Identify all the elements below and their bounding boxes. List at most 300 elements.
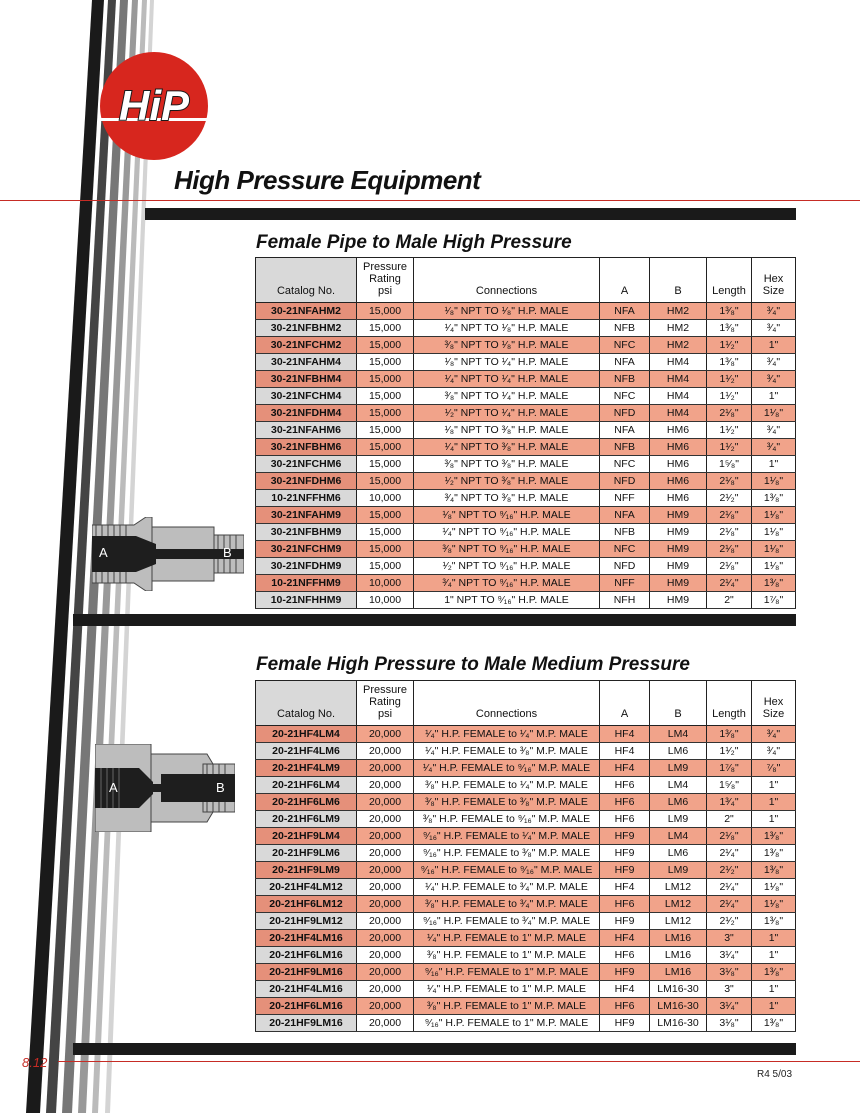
a-cell: HF9: [600, 964, 650, 981]
b-cell: LM9: [650, 760, 707, 777]
pressure-cell: 15,000: [357, 371, 414, 388]
fitting-1-label-b: B: [223, 545, 232, 560]
pressure-cell: 20,000: [357, 760, 414, 777]
pressure-cell: 20,000: [357, 947, 414, 964]
length-cell: 1³⁄₈": [707, 303, 752, 320]
connection-cell: ¹⁄₄" H.P. FEMALE to ³⁄₄" M.P. MALE: [414, 879, 600, 896]
pressure-cell: 20,000: [357, 743, 414, 760]
a-cell: HF4: [600, 743, 650, 760]
catalog-cell: 20-21HF4LM16: [256, 981, 357, 998]
connection-cell: ¹⁄₈" NPT TO ¹⁄₄" H.P. MALE: [414, 354, 600, 371]
b-cell: HM6: [650, 490, 707, 507]
length-cell: 2¹⁄₂": [707, 913, 752, 930]
table-row: [256, 405, 796, 422]
length-cell: 1³⁄₈": [707, 320, 752, 337]
hex-cell: 1": [752, 456, 796, 473]
pressure-cell: 20,000: [357, 981, 414, 998]
a-cell: HF9: [600, 913, 650, 930]
fitting-2-label-a: A: [109, 780, 118, 795]
table-row: [256, 811, 796, 828]
table-row: [256, 456, 796, 473]
length-cell: 1³⁄₈": [707, 354, 752, 371]
connection-cell: ¹⁄₄" NPT TO ¹⁄₄" H.P. MALE: [414, 371, 600, 388]
b-cell: LM16: [650, 930, 707, 947]
b-cell: HM2: [650, 337, 707, 354]
table-row: [256, 592, 796, 609]
pressure-cell: 10,000: [357, 575, 414, 592]
length-cell: 2¹⁄₈": [707, 558, 752, 575]
catalog-cell: 20-21HF6LM9: [256, 811, 357, 828]
b-cell: HM9: [650, 592, 707, 609]
table-row: [256, 913, 796, 930]
catalog-cell: 20-21HF4LM6: [256, 743, 357, 760]
connection-cell: ¹⁄₄" H.P. FEMALE to 1" M.P. MALE: [414, 981, 600, 998]
catalog-cell: 30-21NFBHM4: [256, 371, 357, 388]
table-row: [256, 794, 796, 811]
connection-cell: ⁹⁄₁₆" H.P. FEMALE to 1" M.P. MALE: [414, 1015, 600, 1032]
length-cell: 1¹⁄₂": [707, 388, 752, 405]
a-cell: HF6: [600, 947, 650, 964]
catalog-cell: 30-21NFCHM2: [256, 337, 357, 354]
pressure-cell: 15,000: [357, 388, 414, 405]
fitting-1-label-a: A: [99, 545, 108, 560]
hex-cell: 1³⁄₈": [752, 913, 796, 930]
pressure-cell: 20,000: [357, 794, 414, 811]
hex-cell: 1¹⁄₈": [752, 879, 796, 896]
b-cell: LM4: [650, 726, 707, 743]
hex-cell: 1": [752, 337, 796, 354]
hex-cell: 1": [752, 930, 796, 947]
section1-table: [255, 257, 796, 609]
length-cell: 3¹⁄₄": [707, 947, 752, 964]
length-cell: 1³⁄₈": [707, 726, 752, 743]
a-cell: NFB: [600, 320, 650, 337]
hex-cell: 1³⁄₈": [752, 845, 796, 862]
pressure-cell: 15,000: [357, 422, 414, 439]
length-cell: 3¹⁄₄": [707, 998, 752, 1015]
col-connections: Connections: [414, 681, 600, 726]
connection-cell: ³⁄₈" H.P. FEMALE to ³⁄₈" M.P. MALE: [414, 794, 600, 811]
col-hex: Hex Size: [752, 681, 796, 726]
b-cell: HM6: [650, 456, 707, 473]
col-length: Length: [707, 681, 752, 726]
length-cell: 2¹⁄₄": [707, 879, 752, 896]
connection-cell: ¹⁄₄" NPT TO ⁹⁄₁₆" H.P. MALE: [414, 524, 600, 541]
length-cell: 1¹⁄₂": [707, 439, 752, 456]
catalog-cell: 30-21NFCHM4: [256, 388, 357, 405]
table-row: [256, 558, 796, 575]
pressure-cell: 10,000: [357, 490, 414, 507]
connection-cell: ¹⁄₈" NPT TO ⁹⁄₁₆" H.P. MALE: [414, 507, 600, 524]
hex-cell: 1¹⁄₈": [752, 896, 796, 913]
connection-cell: ¹⁄₄" NPT TO ¹⁄₈" H.P. MALE: [414, 320, 600, 337]
pressure-cell: 15,000: [357, 354, 414, 371]
hex-cell: 1³⁄₈": [752, 828, 796, 845]
catalog-cell: 20-21HF6LM4: [256, 777, 357, 794]
hex-cell: 1⁷⁄₈": [752, 592, 796, 609]
connection-cell: ³⁄₈" H.P. FEMALE to 1" M.P. MALE: [414, 947, 600, 964]
pressure-cell: 15,000: [357, 456, 414, 473]
length-cell: 1¹⁄₂": [707, 422, 752, 439]
footer-rule: [58, 1061, 860, 1062]
pressure-cell: 15,000: [357, 507, 414, 524]
hex-cell: 1³⁄₈": [752, 575, 796, 592]
length-cell: 1¹⁄₂": [707, 371, 752, 388]
pressure-cell: 20,000: [357, 811, 414, 828]
hex-cell: 1³⁄₈": [752, 1015, 796, 1032]
table-row: [256, 371, 796, 388]
length-cell: 1⁷⁄₈": [707, 760, 752, 777]
table-row: [256, 507, 796, 524]
b-cell: LM9: [650, 862, 707, 879]
a-cell: HF4: [600, 726, 650, 743]
catalog-cell: 10-21NFHHM9: [256, 592, 357, 609]
length-cell: 3": [707, 981, 752, 998]
table-row: [256, 964, 796, 981]
a-cell: NFA: [600, 422, 650, 439]
length-cell: 2": [707, 811, 752, 828]
length-cell: 2¹⁄₈": [707, 473, 752, 490]
a-cell: NFD: [600, 558, 650, 575]
length-cell: 1³⁄₄": [707, 794, 752, 811]
b-cell: HM2: [650, 303, 707, 320]
hex-cell: ³⁄₄": [752, 422, 796, 439]
hex-cell: ³⁄₄": [752, 303, 796, 320]
catalog-cell: 30-21NFAHM9: [256, 507, 357, 524]
b-cell: HM9: [650, 575, 707, 592]
pressure-cell: 20,000: [357, 998, 414, 1015]
connection-cell: ¹⁄₄" H.P. FEMALE to 1" M.P. MALE: [414, 930, 600, 947]
hex-cell: ³⁄₄": [752, 743, 796, 760]
length-cell: 1⁵⁄₈": [707, 456, 752, 473]
pressure-cell: 20,000: [357, 862, 414, 879]
a-cell: NFF: [600, 490, 650, 507]
length-cell: 2¹⁄₂": [707, 490, 752, 507]
catalog-cell: 30-21NFDHM9: [256, 558, 357, 575]
catalog-cell: 20-21HF9LM16: [256, 964, 357, 981]
b-cell: LM6: [650, 845, 707, 862]
pressure-cell: 15,000: [357, 337, 414, 354]
b-cell: HM4: [650, 405, 707, 422]
a-cell: HF9: [600, 862, 650, 879]
connection-cell: ¹⁄₄" H.P. FEMALE to ¹⁄₄" M.P. MALE: [414, 726, 600, 743]
catalog-cell: 20-21HF6LM6: [256, 794, 357, 811]
table-row: [256, 930, 796, 947]
a-cell: HF9: [600, 845, 650, 862]
connection-cell: ¹⁄₄" NPT TO ³⁄₈" H.P. MALE: [414, 439, 600, 456]
hex-cell: 1": [752, 947, 796, 964]
a-cell: NFB: [600, 371, 650, 388]
b-cell: LM16: [650, 964, 707, 981]
footer-bar: [73, 1043, 796, 1055]
hex-cell: 1¹⁄₈": [752, 473, 796, 490]
a-cell: NFB: [600, 439, 650, 456]
length-cell: 3¹⁄₈": [707, 964, 752, 981]
pressure-cell: 20,000: [357, 879, 414, 896]
b-cell: LM16-30: [650, 998, 707, 1015]
pressure-cell: 20,000: [357, 828, 414, 845]
a-cell: HF4: [600, 879, 650, 896]
b-cell: LM12: [650, 896, 707, 913]
connection-cell: ³⁄₄" NPT TO ³⁄₈" H.P. MALE: [414, 490, 600, 507]
connection-cell: ⁹⁄₁₆" H.P. FEMALE to ³⁄₈" M.P. MALE: [414, 845, 600, 862]
hex-cell: 1": [752, 794, 796, 811]
col-b: B: [650, 258, 707, 303]
a-cell: HF4: [600, 760, 650, 777]
connection-cell: ¹⁄₈" NPT TO ³⁄₈" H.P. MALE: [414, 422, 600, 439]
pressure-cell: 20,000: [357, 930, 414, 947]
a-cell: HF6: [600, 777, 650, 794]
a-cell: NFB: [600, 524, 650, 541]
a-cell: HF9: [600, 828, 650, 845]
catalog-cell: 20-21HF4LM9: [256, 760, 357, 777]
page-number: 8.12: [22, 1055, 48, 1070]
hex-cell: ³⁄₄": [752, 439, 796, 456]
connection-cell: ³⁄₈" NPT TO ⁹⁄₁₆" H.P. MALE: [414, 541, 600, 558]
connection-cell: ¹⁄₂" NPT TO ¹⁄₄" H.P. MALE: [414, 405, 600, 422]
col-hex: Hex Size: [752, 258, 796, 303]
connection-cell: ³⁄₈" H.P. FEMALE to ³⁄₄" M.P. MALE: [414, 896, 600, 913]
b-cell: HM2: [650, 320, 707, 337]
a-cell: NFC: [600, 388, 650, 405]
length-cell: 2¹⁄₂": [707, 862, 752, 879]
catalog-cell: 30-21NFDHM6: [256, 473, 357, 490]
hex-cell: ³⁄₄": [752, 320, 796, 337]
table-row: [256, 743, 796, 760]
a-cell: HF4: [600, 930, 650, 947]
header-bar: [145, 208, 796, 220]
catalog-cell: 30-21NFAHM6: [256, 422, 357, 439]
table-row: [256, 439, 796, 456]
length-cell: 2¹⁄₈": [707, 405, 752, 422]
catalog-cell: 30-21NFAHM4: [256, 354, 357, 371]
catalog-cell: 30-21NFDHM4: [256, 405, 357, 422]
pressure-cell: 15,000: [357, 320, 414, 337]
length-cell: 2¹⁄₄": [707, 575, 752, 592]
table-row: [256, 490, 796, 507]
connection-cell: ¹⁄₈" NPT TO ¹⁄₈" H.P. MALE: [414, 303, 600, 320]
header-rule: [0, 200, 860, 201]
col-pressure: Pressure Rating psi: [357, 681, 414, 726]
pressure-cell: 15,000: [357, 405, 414, 422]
b-cell: LM16-30: [650, 981, 707, 998]
catalog-cell: 20-21HF9LM12: [256, 913, 357, 930]
b-cell: HM6: [650, 439, 707, 456]
table-row: [256, 947, 796, 964]
fitting-illustration-1: [92, 517, 244, 591]
connection-cell: ⁹⁄₁₆" H.P. FEMALE to ⁹⁄₁₆" M.P. MALE: [414, 862, 600, 879]
pressure-cell: 20,000: [357, 777, 414, 794]
hex-cell: 1³⁄₈": [752, 490, 796, 507]
catalog-cell: 10-21NFFHM9: [256, 575, 357, 592]
pressure-cell: 10,000: [357, 592, 414, 609]
section2-table: [255, 680, 796, 1032]
col-a: A: [600, 258, 650, 303]
connection-cell: ⁹⁄₁₆" H.P. FEMALE to ³⁄₄" M.P. MALE: [414, 913, 600, 930]
a-cell: HF6: [600, 998, 650, 1015]
connection-cell: ³⁄₈" NPT TO ³⁄₈" H.P. MALE: [414, 456, 600, 473]
length-cell: 2¹⁄₈": [707, 828, 752, 845]
pressure-cell: 20,000: [357, 896, 414, 913]
catalog-cell: 10-21NFFHM6: [256, 490, 357, 507]
table-row: [256, 1015, 796, 1032]
a-cell: HF4: [600, 981, 650, 998]
a-cell: NFF: [600, 575, 650, 592]
connection-cell: ³⁄₈" NPT TO ¹⁄₄" H.P. MALE: [414, 388, 600, 405]
a-cell: NFH: [600, 592, 650, 609]
table-row: [256, 303, 796, 320]
b-cell: HM4: [650, 388, 707, 405]
a-cell: NFC: [600, 541, 650, 558]
section2-title: Female High Pressure to Male Medium Pressure: [256, 654, 690, 675]
hex-cell: 1¹⁄₈": [752, 541, 796, 558]
hex-cell: 1¹⁄₈": [752, 524, 796, 541]
hex-cell: ⁷⁄₈": [752, 760, 796, 777]
table-row: [256, 422, 796, 439]
pressure-cell: 15,000: [357, 439, 414, 456]
hex-cell: 1¹⁄₈": [752, 405, 796, 422]
length-cell: 3": [707, 930, 752, 947]
a-cell: HF6: [600, 896, 650, 913]
catalog-cell: 20-21HF4LM16: [256, 930, 357, 947]
table-row: [256, 388, 796, 405]
length-cell: 2": [707, 592, 752, 609]
catalog-cell: 20-21HF4LM12: [256, 879, 357, 896]
table-row: [256, 845, 796, 862]
b-cell: LM12: [650, 879, 707, 896]
col-pressure: Pressure Rating psi: [357, 258, 414, 303]
connection-cell: ¹⁄₂" NPT TO ⁹⁄₁₆" H.P. MALE: [414, 558, 600, 575]
table-row: [256, 777, 796, 794]
col-catalog: Catalog No.: [256, 681, 357, 726]
connection-cell: ³⁄₈" H.P. FEMALE to 1" M.P. MALE: [414, 998, 600, 1015]
revision-code: R4 5/03: [757, 1069, 793, 1080]
fitting-illustration-2: [95, 744, 235, 832]
b-cell: LM6: [650, 743, 707, 760]
col-a: A: [600, 681, 650, 726]
pressure-cell: 15,000: [357, 524, 414, 541]
hip-logo: [98, 50, 210, 162]
catalog-cell: 30-21NFBHM2: [256, 320, 357, 337]
b-cell: HM9: [650, 541, 707, 558]
section1-title: Female Pipe to Male High Pressure: [256, 232, 572, 253]
pressure-cell: 20,000: [357, 845, 414, 862]
a-cell: NFC: [600, 337, 650, 354]
table-row: [256, 862, 796, 879]
table-row: [256, 828, 796, 845]
pressure-cell: 15,000: [357, 473, 414, 490]
table-row: [256, 337, 796, 354]
pressure-cell: 20,000: [357, 726, 414, 743]
col-catalog: Catalog No.: [256, 258, 357, 303]
a-cell: NFA: [600, 507, 650, 524]
hex-cell: 1¹⁄₈": [752, 558, 796, 575]
table-row: [256, 320, 796, 337]
hex-cell: ³⁄₄": [752, 726, 796, 743]
a-cell: NFC: [600, 456, 650, 473]
a-cell: NFA: [600, 354, 650, 371]
table-row: [256, 760, 796, 777]
connection-cell: 1" NPT TO ⁹⁄₁₆" H.P. MALE: [414, 592, 600, 609]
length-cell: 1⁵⁄₈": [707, 777, 752, 794]
connection-cell: ³⁄₈" H.P. FEMALE to ¹⁄₄" M.P. MALE: [414, 777, 600, 794]
fitting-2-label-b: B: [216, 780, 225, 795]
b-cell: LM4: [650, 777, 707, 794]
catalog-cell: 20-21HF9LM6: [256, 845, 357, 862]
b-cell: HM4: [650, 354, 707, 371]
connection-cell: ⁹⁄₁₆" H.P. FEMALE to ¹⁄₄" M.P. MALE: [414, 828, 600, 845]
length-cell: 2¹⁄₈": [707, 541, 752, 558]
b-cell: HM9: [650, 524, 707, 541]
catalog-cell: 20-21HF9LM9: [256, 862, 357, 879]
b-cell: HM6: [650, 473, 707, 490]
catalog-cell: 30-21NFCHM9: [256, 541, 357, 558]
b-cell: LM16: [650, 947, 707, 964]
table-row: [256, 879, 796, 896]
length-cell: 2¹⁄₄": [707, 896, 752, 913]
b-cell: LM4: [650, 828, 707, 845]
connection-cell: ³⁄₈" H.P. FEMALE to ⁹⁄₁₆" M.P. MALE: [414, 811, 600, 828]
pressure-cell: 20,000: [357, 913, 414, 930]
a-cell: HF9: [600, 1015, 650, 1032]
a-cell: HF6: [600, 794, 650, 811]
connection-cell: ⁹⁄₁₆" H.P. FEMALE to 1" M.P. MALE: [414, 964, 600, 981]
connection-cell: ¹⁄₄" H.P. FEMALE to ⁹⁄₁₆" M.P. MALE: [414, 760, 600, 777]
b-cell: LM6: [650, 794, 707, 811]
b-cell: LM12: [650, 913, 707, 930]
hex-cell: 1¹⁄₈": [752, 507, 796, 524]
col-b: B: [650, 681, 707, 726]
b-cell: HM9: [650, 507, 707, 524]
col-connections: Connections: [414, 258, 600, 303]
hex-cell: 1³⁄₈": [752, 862, 796, 879]
table-row: [256, 575, 796, 592]
connection-cell: ³⁄₄" NPT TO ⁹⁄₁₆" H.P. MALE: [414, 575, 600, 592]
a-cell: NFA: [600, 303, 650, 320]
hex-cell: 1": [752, 981, 796, 998]
logo-text: HiP: [118, 82, 190, 129]
length-cell: 2¹⁄₄": [707, 845, 752, 862]
hex-cell: ³⁄₄": [752, 371, 796, 388]
hex-cell: 1": [752, 998, 796, 1015]
length-cell: 2¹⁄₈": [707, 507, 752, 524]
hex-cell: 1": [752, 777, 796, 794]
catalog-cell: 20-21HF6LM16: [256, 998, 357, 1015]
catalog-cell: 30-21NFBHM9: [256, 524, 357, 541]
catalog-cell: 30-21NFBHM6: [256, 439, 357, 456]
a-cell: NFD: [600, 405, 650, 422]
hex-cell: ³⁄₄": [752, 354, 796, 371]
catalog-cell: 30-21NFCHM6: [256, 456, 357, 473]
table-row: [256, 981, 796, 998]
connection-cell: ¹⁄₄" H.P. FEMALE to ³⁄₈" M.P. MALE: [414, 743, 600, 760]
connection-cell: ¹⁄₂" NPT TO ³⁄₈" H.P. MALE: [414, 473, 600, 490]
page-title: High Pressure Equipment: [174, 165, 481, 195]
col-length: Length: [707, 258, 752, 303]
hex-cell: 1": [752, 811, 796, 828]
length-cell: 1¹⁄₂": [707, 743, 752, 760]
catalog-cell: 20-21HF4LM4: [256, 726, 357, 743]
b-cell: LM16-30: [650, 1015, 707, 1032]
table-row: [256, 896, 796, 913]
section1-bottom-bar: [73, 614, 796, 626]
catalog-cell: 20-21HF6LM16: [256, 947, 357, 964]
hex-cell: 1": [752, 388, 796, 405]
catalog-cell: 20-21HF9LM4: [256, 828, 357, 845]
hex-cell: 1³⁄₈": [752, 964, 796, 981]
length-cell: 3¹⁄₈": [707, 1015, 752, 1032]
table-row: [256, 473, 796, 490]
